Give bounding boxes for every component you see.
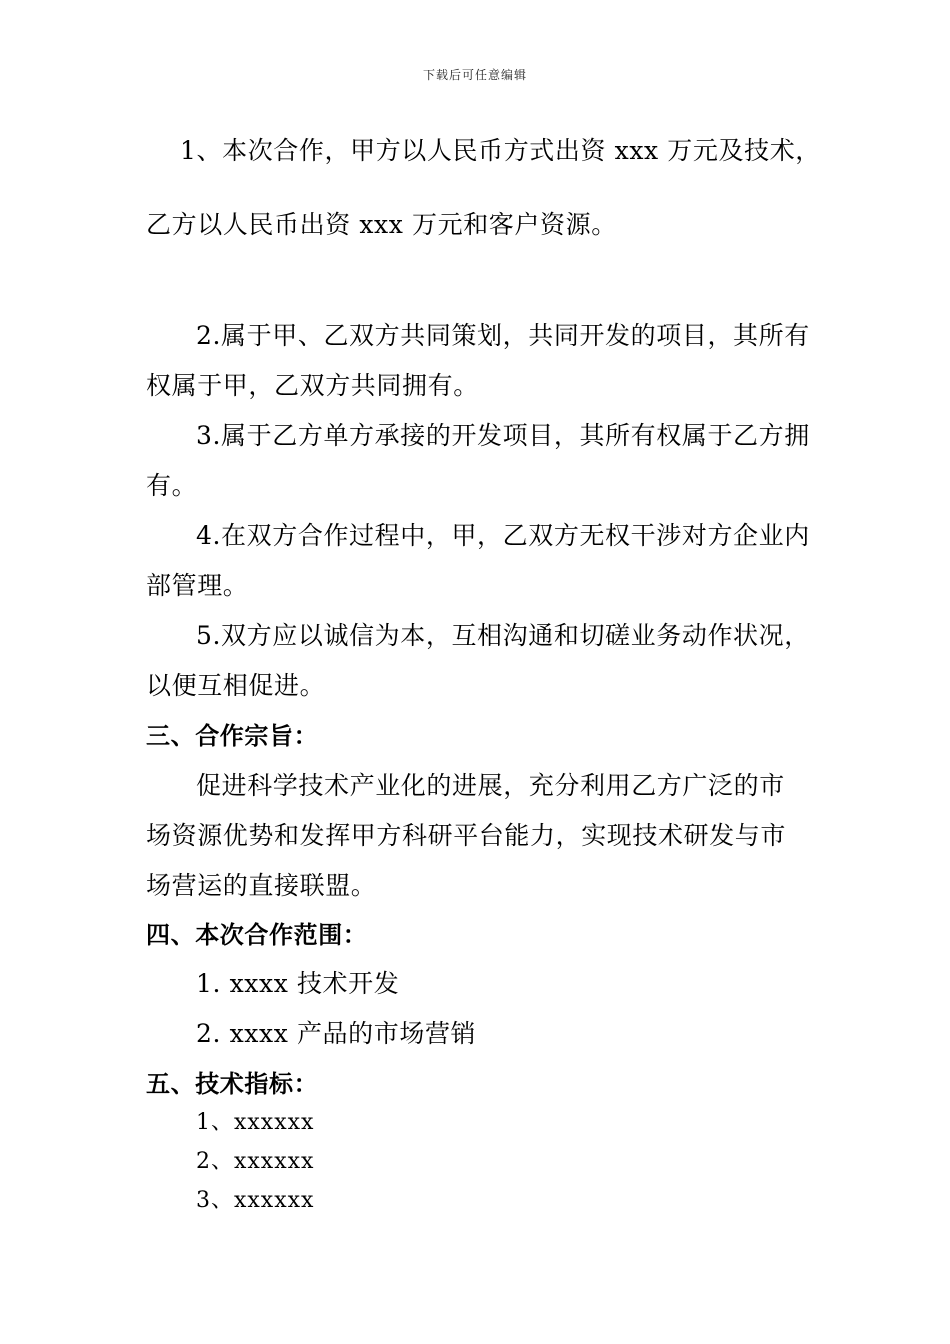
tech-spec-item-1: 1、xxxxxx	[196, 1110, 315, 1135]
para2-line1: 2.属于甲、乙双方共同策划，共同开发的项目，其所有	[196, 321, 810, 350]
para4-line1: 4.在双方合作过程中，甲，乙双方无权干涉对方企业内	[196, 521, 810, 550]
scope-item-1: 1. xxxx 技术开发	[196, 969, 400, 998]
para1-line1: 1、本次合作，甲方以人民币方式出资 xxx 万元及技术，	[180, 136, 821, 165]
para4-line2: 部管理。	[146, 571, 249, 600]
para1-line2: 乙方以人民币出资 xxx 万元和客户资源。	[146, 210, 617, 239]
tech-spec-item-2: 2、xxxxxx	[196, 1149, 315, 1174]
para3-line1: 3.属于乙方单方承接的开发项目，其所有权属于乙方拥	[196, 421, 810, 450]
para5-line1: 5.双方应以诚信为本，互相沟通和切磋业务动作状况，	[196, 621, 810, 650]
section3-line3: 场营运的直接联盟。	[146, 871, 377, 900]
section3-line2: 场资源优势和发挥甲方科研平台能力，实现技术研发与市	[146, 821, 787, 850]
section-heading-tech-specs: 五、技术指标：	[146, 1070, 319, 1098]
section-heading-scope: 四、本次合作范围：	[146, 921, 368, 949]
para3-line2: 有。	[146, 471, 198, 500]
para5-line2: 以便互相促进。	[146, 671, 326, 700]
tech-spec-item-3: 3、xxxxxx	[196, 1188, 315, 1213]
section3-line1: 促进科学技术产业化的进展，充分利用乙方广泛的市	[196, 771, 785, 800]
section-heading-purpose: 三、合作宗旨：	[146, 722, 319, 750]
para2-line2: 权属于甲，乙双方共同拥有。	[146, 371, 479, 400]
scope-item-2: 2. xxxx 产品的市场营销	[196, 1019, 477, 1048]
header-note: 下载后可任意编辑	[422, 68, 527, 82]
